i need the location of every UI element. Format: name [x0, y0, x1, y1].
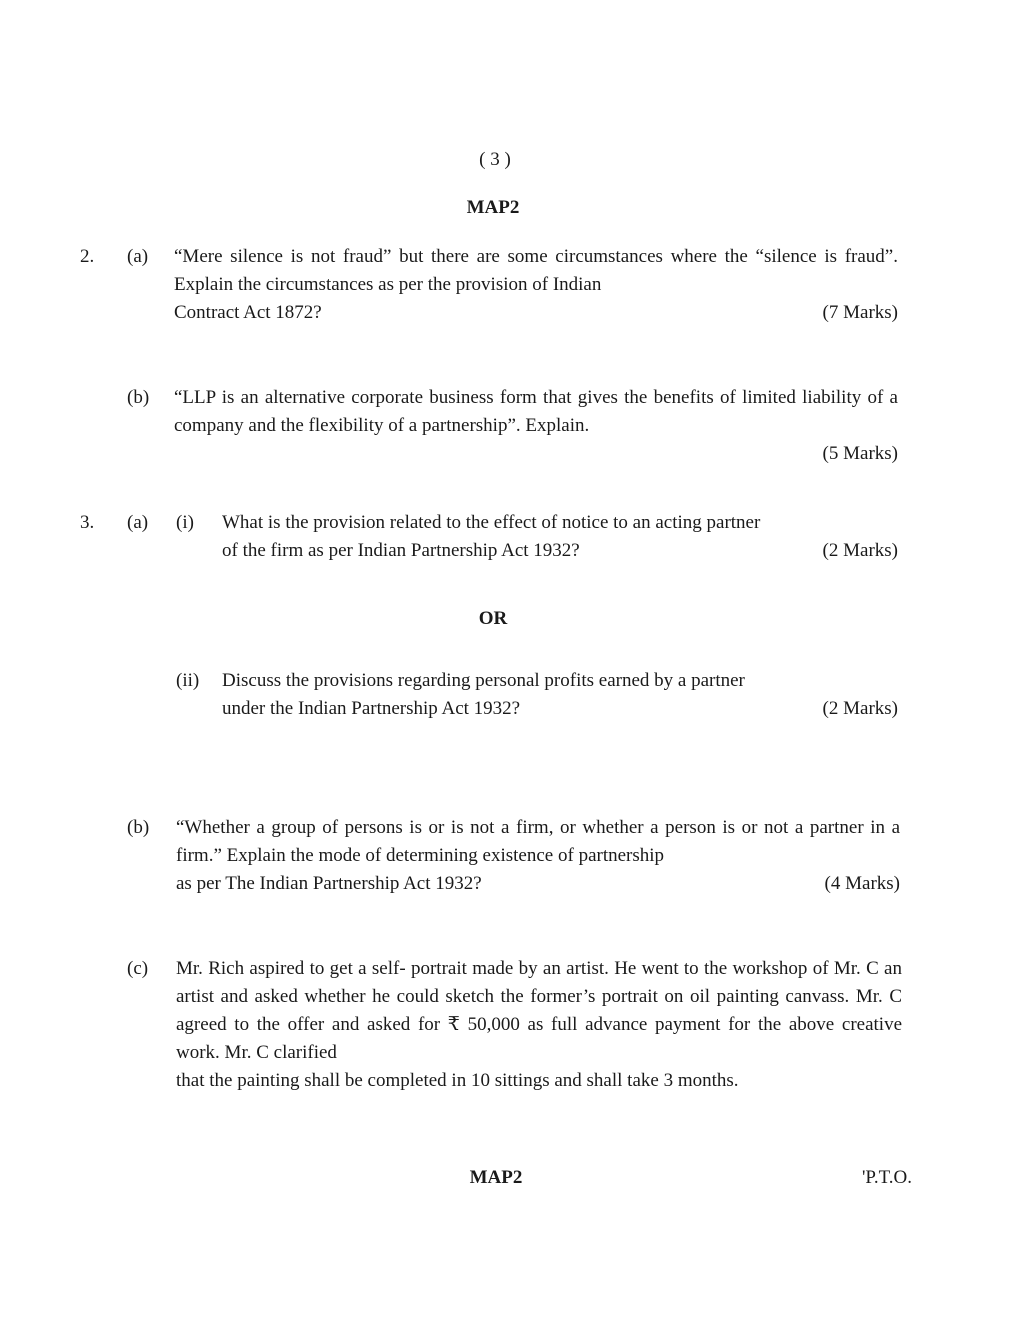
question-2b-marks: (5 Marks): [822, 443, 898, 464]
question-3c-text: [176, 955, 902, 1095]
question-2b-text: [174, 384, 898, 468]
question-3b-label: (b): [127, 817, 150, 838]
question-2a-text: [174, 243, 898, 327]
question-3b-text-last: as per The Indian Partnership Act 1932?: [176, 873, 482, 894]
question-3b-text-main: “Whether a group of persons is or is not a firm, or whether a person is or not a partner in a firm.” Explain the mode of determining existence of partnership: [176, 817, 900, 866]
question-3a-ii-text: [222, 667, 898, 723]
question-2a-label: (a): [127, 246, 149, 267]
question-3b-marks: (4 Marks): [824, 873, 900, 894]
question-3a-ii-text-last: under the Indian Partnership Act 1932?: [222, 698, 521, 719]
please-turn-over: 'P.T.O.: [861, 1167, 912, 1188]
footer-paper-code: MAP2: [469, 1167, 523, 1188]
question-3b-text: [176, 814, 900, 898]
or-separator: OR: [478, 608, 508, 629]
question-2a-text-main: “Mere silence is not fraud” but there are some circumstances where the “silence is fraud”. Explain the circumstances as per the provision of Indian: [174, 246, 898, 295]
question-3b-last-line: [176, 870, 900, 898]
question-3a-ii-marks: (2 Marks): [822, 698, 898, 719]
question-3a-i-text-main: What is the provision related to the effect of notice to an acting partner: [222, 512, 761, 533]
question-2a-marks: (7 Marks): [822, 302, 898, 323]
question-2a-text-last: Contract Act 1872?: [174, 302, 322, 323]
header-paper-code: MAP2: [466, 197, 520, 218]
question-2b-label: (b): [127, 387, 150, 408]
question-2a-last-line: [174, 299, 898, 327]
question-3a-i-label: (i): [176, 512, 194, 533]
question-3a-i-text-last: of the firm as per Indian Partnership Act 1932?: [222, 540, 580, 561]
question-3c-text-main: Mr. Rich aspired to get a self- portrait made by an artist. He went to the workshop of Mr. C an artist and asked whether he could sketch the former’s portrait on oil painting canvass. Mr. C agreed to the offer and asked for ₹ 50,000 as full advance payment for the above creative work. Mr. C clarified: [176, 958, 902, 1063]
question-3a-label: (a): [127, 512, 149, 533]
question-3a-i-text: [222, 509, 898, 565]
question-3c-text-last: that the painting shall be completed in 10 sittings and shall take 3 months.: [176, 1070, 739, 1091]
question-3a-ii-last-line: [222, 695, 898, 723]
question-3a-ii-label: (ii): [176, 670, 200, 691]
question-3a-i-last-line: [222, 537, 898, 565]
question-3-number: 3.: [80, 512, 95, 533]
question-3a-i-marks: (2 Marks): [822, 540, 898, 561]
question-3a-ii-text-main: Discuss the provisions regarding personal profits earned by a partner: [222, 670, 745, 691]
question-2-number: 2.: [80, 246, 95, 267]
page-number: ( 3 ): [479, 149, 511, 170]
question-2b-text-main: “LLP is an alternative corporate business form that gives the benefits of limited liability of a company and the flexibility of a partnership”. Explain.: [174, 387, 898, 436]
question-3c-label: (c): [127, 958, 149, 979]
